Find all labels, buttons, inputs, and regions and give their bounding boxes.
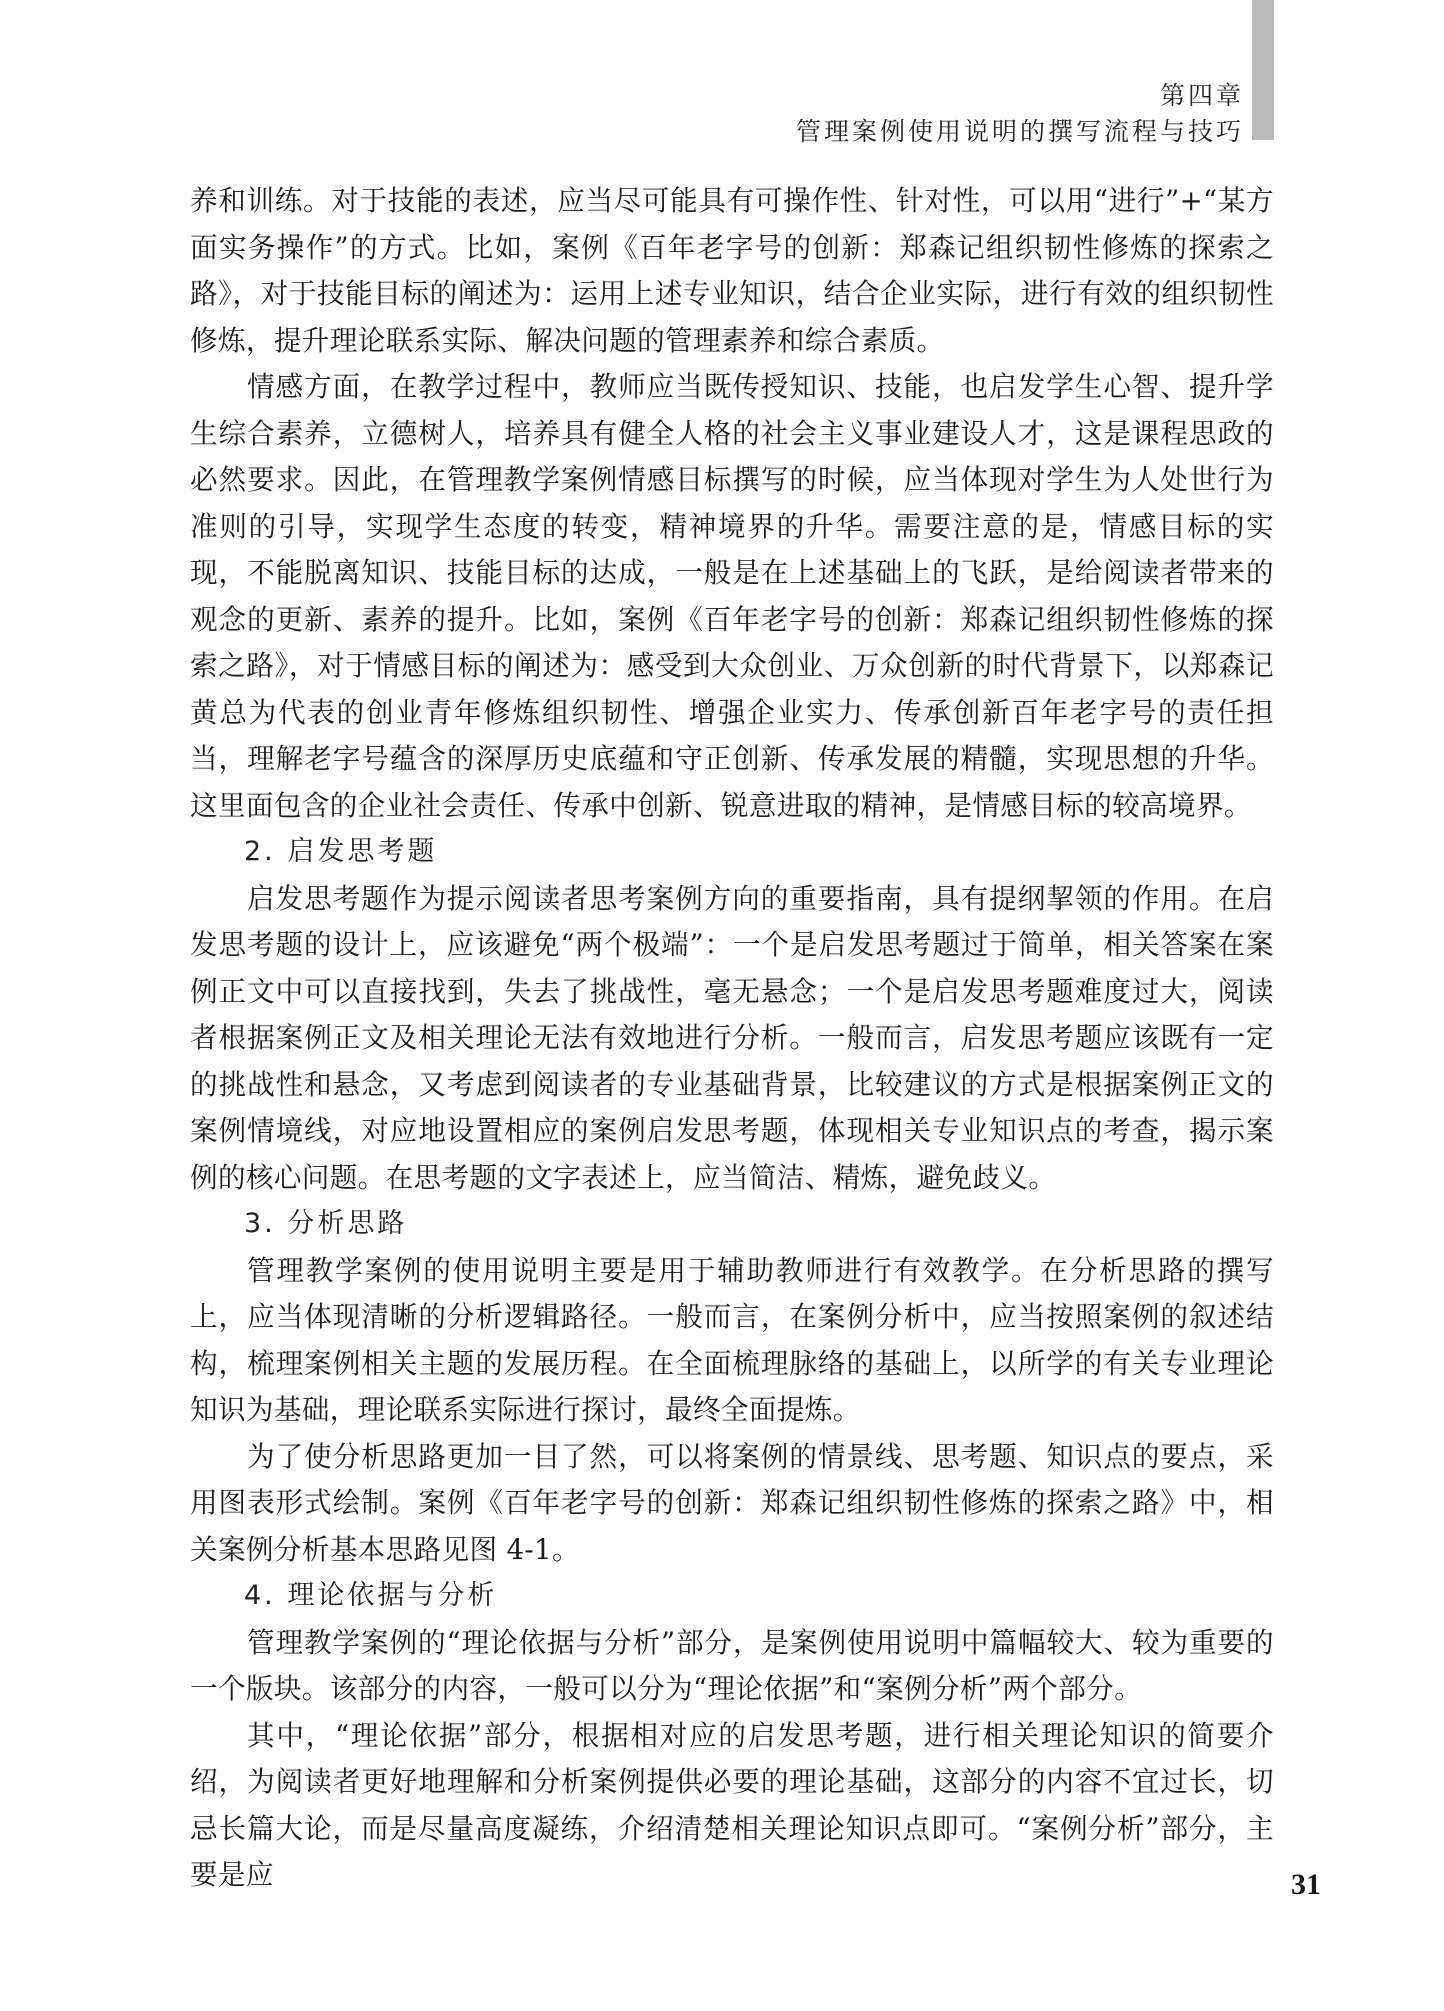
paragraph-skills-continued: 养和训练。对于技能的表述，应当尽可能具有可操作性、针对性，可以用“进行”+“某方面实务操作”的方式。比如，案例《百年老字号的创新：郑森记组织韧性修炼的探索之路》，对于技能目标的阐述为：运用上述专业知识，结合企业实际，进行有效的组织韧性修炼，提升理论联系实际、解决问题的管理素养和综合素质。	[190, 184, 1274, 357]
chapter-side-tab	[1252, 0, 1274, 140]
paragraph-thinking-questions: 启发思考题作为提示阅读者思考案例方向的重要指南，具有提纲挈领的作用。在启发思考题的设计上，应该避免“两个极端”：一个是启发思考题过于简单，相关答案在案例正文中可以直接找到，失去了挑战性，毫无悬念；一个是启发思考题难度过大，阅读者根据案例正文及相关理论无法有效地进行分析。一般而言，启发思考题应该既有一定的挑战性和悬念，又考虑到阅读者的专业基础背景，比较建议的方式是根据案例正文的案例情境线，对应地设置相应的案例启发思考题，体现相关专业知识点的考查，揭示案例的核心问题。在思考题的文字表述上，应当简洁、精炼，避免歧义。	[190, 881, 1274, 1194]
heading-thinking-questions: 2. 启发思考题	[244, 836, 438, 867]
paragraph-theory-details: 其中，“理论依据”部分，根据相对应的启发思考题，进行相关理论知识的简要介绍，为阅读者更好地理解和分析案例提供必要的理论基础，这部分的内容不宜过长，切忌长篇大论，而是尽量高度凝练，介绍清楚相关理论知识点即可。“案例分析”部分，主要是应	[190, 1718, 1274, 1891]
running-head-title: 管理案例使用说明的撰写流程与技巧	[795, 117, 1244, 146]
heading-theory-basis: 4. 理论依据与分析	[244, 1580, 498, 1611]
page-body	[190, 178, 1274, 1899]
page-number: 31	[1291, 1868, 1321, 1901]
paragraph-theory-basis: 管理教学案例的“理论依据与分析”部分，是案例使用说明中篇幅较大、较为重要的一个版块。该部分的内容，一般可以分为“理论依据”和“案例分析”两个部分。	[190, 1625, 1274, 1705]
paragraph-analysis-figure: 为了使分析思路更加一目了然，可以将案例的情景线、思考题、知识点的要点，采用图表形式绘制。案例《百年老字号的创新：郑森记组织韧性修炼的探索之路》中，相关案例分析基本思路见图 4-1。	[190, 1439, 1274, 1566]
running-head-chapter: 第四章	[1159, 81, 1244, 110]
heading-analysis-approach: 3. 分析思路	[244, 1208, 408, 1239]
paragraph-emotion-goals: 情感方面，在教学过程中，教师应当既传授知识、技能，也启发学生心智、提升学生综合素养，立德树人，培养具有健全人格的社会主义事业建设人才，这是课程思政的必然要求。因此，在管理教学案例情感目标撰写的时候，应当体现对学生为人处世行为准则的引导，实现学生态度的转变，精神境界的升华。需要注意的是，情感目标的实现，不能脱离知识、技能目标的达成，一般是在上述基础上的飞跃，是给阅读者带来的观念的更新、素养的提升。比如，案例《百年老字号的创新：郑森记组织韧性修炼的探索之路》，对于情感目标的阐述为：感受到大众创业、万众创新的时代背景下，以郑森记黄总为代表的创业青年修炼组织韧性、增强企业实力、传承创新百年老字号的责任担当，理解老字号蕴含的深厚历史底蕴和守正创新、传承发展的精髓，实现思想的升华。这里面包含的企业社会责任、传承中创新、锐意进取的精神，是情感目标的较高境界。	[190, 370, 1274, 822]
paragraph-analysis-approach: 管理教学案例的使用说明主要是用于辅助教师进行有效教学。在分析思路的撰写上，应当体现清晰的分析逻辑路径。一般而言，在案例分析中，应当按照案例的叙述结构，梳理案例相关主题的发展历程。在全面梳理脉络的基础上，以所学的有关专业理论知识为基础，理论联系实际进行探讨，最终全面提炼。	[190, 1253, 1274, 1426]
